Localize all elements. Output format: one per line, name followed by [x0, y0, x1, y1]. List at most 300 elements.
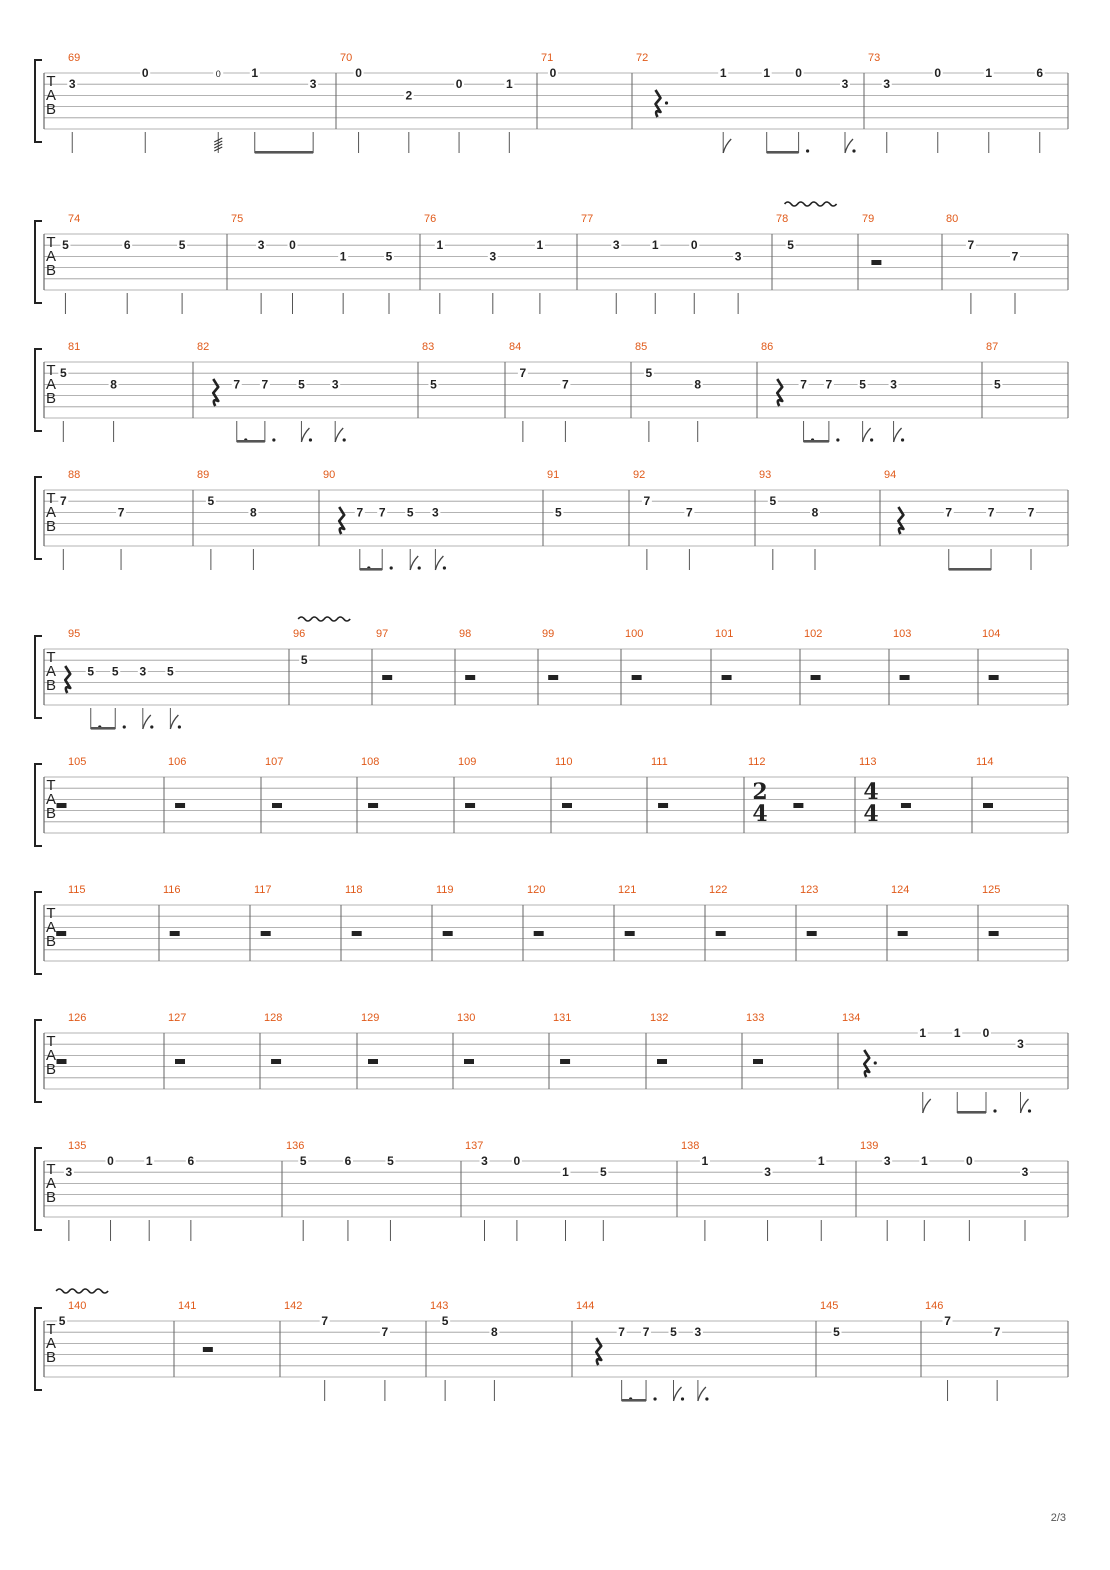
eighth-flag	[723, 139, 731, 153]
fret-number: 8	[250, 505, 257, 520]
eighth-flag	[894, 428, 902, 442]
tab-system	[35, 756, 1068, 846]
half-rest	[352, 931, 362, 936]
measure-number: 79	[862, 213, 875, 225]
eighth-flag	[410, 556, 418, 570]
measure-number: 121	[618, 884, 637, 896]
measure-number: 90	[323, 469, 336, 481]
half-rest	[170, 931, 180, 936]
half-rest	[272, 803, 282, 808]
fret-number: 6	[187, 1154, 195, 1168]
fret-number: 3	[890, 377, 897, 392]
measure-number: 122	[709, 884, 728, 896]
tab-clef-letter: A	[45, 87, 57, 104]
fret-number: 2	[405, 88, 413, 103]
half-rest	[534, 931, 544, 936]
fret-number: 7	[800, 377, 807, 392]
half-rest	[175, 803, 185, 808]
half-rest	[807, 931, 817, 936]
fret-number: 5	[87, 664, 95, 679]
fret-number: 5	[385, 249, 393, 264]
fret-number: 5	[207, 494, 215, 509]
duration-dot	[993, 1109, 996, 1112]
measure-number: 97	[376, 628, 389, 640]
note-beam	[255, 151, 313, 154]
fret-number: 7	[993, 1325, 1001, 1340]
measure-number: 96	[293, 628, 306, 640]
half-rest	[658, 803, 668, 808]
half-rest	[175, 1059, 185, 1064]
fret-number: 6	[123, 238, 131, 253]
rest-dot	[665, 101, 668, 104]
fret-number: 5	[406, 505, 414, 520]
measure-number: 104	[982, 628, 1001, 640]
vibrato-mark	[56, 1289, 108, 1293]
fret-number: 3	[612, 238, 620, 253]
fret-number: 1	[719, 66, 727, 80]
measure-number: 138	[681, 1140, 700, 1152]
measure-number: 141	[178, 1300, 197, 1312]
fret-number: 7	[378, 505, 386, 520]
half-rest	[271, 1059, 281, 1064]
eighth-flag	[923, 1099, 931, 1113]
half-rest	[793, 803, 803, 808]
measure-number: 132	[650, 1012, 669, 1024]
tab-clef-letter: T	[46, 905, 56, 922]
fret-number: 5	[178, 238, 186, 253]
tab-clef-letter: A	[45, 1047, 57, 1064]
fret-number: 5	[994, 377, 1001, 392]
quarter-rest	[777, 379, 782, 406]
duration-dot	[343, 438, 346, 441]
measure-number: 145	[820, 1300, 839, 1312]
eighth-flag	[170, 715, 178, 729]
half-rest	[898, 931, 908, 936]
note-beam	[767, 151, 799, 154]
measure-number: 119	[436, 884, 454, 896]
fret-number: 7	[967, 238, 975, 253]
measure-number: 140	[68, 1300, 87, 1312]
fret-number: 7	[261, 377, 269, 392]
tab-system	[35, 52, 1068, 154]
measure-number: 133	[746, 1012, 765, 1024]
note-beam	[360, 568, 382, 571]
measure-number: 76	[424, 213, 437, 225]
measure-number: 106	[168, 756, 187, 768]
fret-number: 3	[489, 249, 497, 264]
duration-dot	[852, 149, 855, 152]
fret-number: 1	[985, 66, 993, 80]
fret-number: 3	[68, 77, 76, 92]
time-signature-bottom: 4	[863, 801, 879, 827]
eighth-flag	[143, 715, 151, 729]
half-rest	[464, 1059, 474, 1064]
half-rest	[632, 675, 642, 680]
half-rest	[625, 931, 635, 936]
duration-dot	[653, 1397, 656, 1400]
tab-clef-letter: T	[46, 649, 56, 666]
measure-number: 94	[884, 469, 897, 481]
fret-number: 0	[455, 77, 463, 92]
fret-number: 6	[344, 1154, 352, 1168]
fret-number: 5	[859, 377, 866, 392]
eighth-flag	[863, 428, 871, 442]
duration-dot	[418, 566, 421, 569]
fret-number: 0	[966, 1154, 973, 1168]
tab-clef-letter: B	[45, 262, 57, 279]
duration-dot	[272, 438, 275, 441]
tab-clef-letter: T	[46, 490, 56, 507]
note-beam	[804, 440, 829, 443]
measure-number: 78	[776, 213, 789, 225]
measure-number: 124	[891, 884, 910, 896]
fret-number: 8	[811, 505, 819, 520]
note-beam	[622, 1399, 646, 1402]
fret-number: 7	[618, 1325, 625, 1340]
measure-number: 139	[860, 1140, 879, 1152]
tab-clef-letter: B	[45, 805, 57, 822]
fret-number: 0	[982, 1026, 990, 1040]
measure-number: 101	[715, 628, 734, 640]
eighth-flag	[335, 428, 343, 442]
note-beam	[949, 568, 991, 571]
measure-number: 72	[636, 52, 649, 64]
fret-number: 5	[58, 1314, 66, 1328]
page-number: 2/3	[1050, 1512, 1066, 1524]
system-bracket	[35, 60, 42, 142]
fret-number: 3	[309, 77, 317, 92]
measure-number: 73	[868, 52, 881, 64]
system-bracket	[35, 1308, 42, 1390]
note-beam	[91, 727, 116, 730]
time-signature-top: 2	[752, 779, 768, 805]
fret-number: 1	[651, 238, 659, 253]
fret-number: 7	[643, 494, 651, 509]
fret-number: 7	[59, 494, 67, 509]
measure-number: 82	[197, 341, 210, 353]
tab-clef-letter: B	[45, 677, 57, 694]
tab-clef-letter: T	[46, 362, 56, 379]
half-rest	[261, 931, 271, 936]
fret-number: 5	[645, 366, 653, 381]
fret-number: 0	[690, 238, 698, 253]
measure-number: 71	[541, 52, 554, 64]
measure-number: 135	[68, 1140, 87, 1152]
measure-number: 95	[68, 628, 81, 640]
half-rest	[465, 675, 475, 680]
fret-number: 7	[1011, 249, 1019, 264]
half-rest	[871, 260, 881, 265]
measure-number: 128	[264, 1012, 283, 1024]
measure-number: 93	[759, 469, 772, 481]
quarter-rest	[596, 1338, 601, 1365]
measure-number: 102	[804, 628, 823, 640]
fret-number: 5	[300, 653, 308, 668]
measure-number: 120	[527, 884, 546, 896]
fret-number: 1	[339, 249, 347, 264]
measure-number: 117	[254, 884, 272, 896]
half-rest	[548, 675, 558, 680]
fret-number: 3	[883, 77, 891, 92]
tab-clef-letter: B	[45, 1061, 57, 1078]
tab-clef-letter: A	[45, 504, 57, 521]
measure-number: 100	[625, 628, 644, 640]
fret-number: 5	[62, 238, 69, 253]
quarter-rest	[864, 1050, 869, 1077]
measure-number: 109	[458, 756, 477, 768]
fret-number: 1	[920, 1154, 928, 1168]
half-rest	[368, 1059, 378, 1064]
fret-number: 1	[251, 66, 259, 80]
measure-number: 77	[581, 213, 594, 225]
half-rest	[465, 803, 475, 808]
tab-clef-letter: B	[45, 933, 57, 950]
fret-number: 3	[139, 664, 147, 679]
measure-number: 110	[555, 756, 573, 768]
measure-number: 69	[68, 52, 81, 64]
fret-number: 5	[670, 1325, 677, 1340]
fret-number: 3	[1017, 1037, 1024, 1052]
fret-number: 5	[299, 1154, 307, 1168]
measure-number: 99	[542, 628, 555, 640]
fret-number: 3	[65, 1165, 73, 1180]
tab-clef-letter: A	[45, 376, 57, 393]
fret-number: 0	[215, 69, 221, 79]
measure-number: 113	[859, 756, 877, 768]
fret-number: 1	[505, 77, 513, 92]
fret-number: 3	[734, 249, 742, 264]
fret-number: 5	[555, 505, 562, 520]
half-rest	[983, 803, 993, 808]
duration-dot	[836, 438, 839, 441]
measure-number: 125	[982, 884, 1001, 896]
half-rest	[900, 675, 910, 680]
fret-number: 7	[825, 377, 833, 392]
fret-number: 8	[110, 377, 117, 392]
tab-clef-letter: A	[45, 248, 57, 265]
tab-system	[35, 1012, 1068, 1114]
measure-number: 127	[168, 1012, 187, 1024]
time-signature-bottom: 4	[752, 801, 768, 827]
fret-number: 0	[289, 238, 296, 253]
note-beam	[957, 1111, 986, 1114]
measure-number: 112	[748, 756, 766, 768]
half-rest	[811, 675, 821, 680]
vibrato-mark	[785, 202, 837, 206]
fret-number: 5	[387, 1154, 394, 1168]
tab-system	[35, 469, 1068, 571]
measure-number: 146	[925, 1300, 944, 1312]
tab-clef-letter: T	[46, 234, 56, 251]
measure-number: 142	[284, 1300, 303, 1312]
fret-number: 1	[536, 238, 544, 253]
tab-clef-letter: B	[45, 518, 57, 535]
eighth-flag	[1021, 1099, 1029, 1113]
fret-number: 5	[167, 664, 174, 679]
measure-number: 118	[345, 884, 363, 896]
eighth-flag	[674, 1387, 682, 1401]
fret-number: 0	[934, 66, 942, 80]
tab-clef-letter: B	[45, 390, 57, 407]
measure-number: 105	[68, 756, 87, 768]
fret-number: 1	[919, 1026, 927, 1040]
tab-system	[35, 1289, 1068, 1402]
measure-number: 81	[68, 341, 81, 353]
half-rest	[657, 1059, 667, 1064]
half-rest	[56, 931, 66, 936]
tab-clef-letter: B	[45, 1189, 57, 1206]
half-rest	[562, 803, 572, 808]
tab-system	[35, 884, 1068, 974]
system-bracket	[35, 1148, 42, 1230]
tab-clef-letter: B	[45, 1349, 57, 1366]
half-rest	[203, 1347, 213, 1352]
fret-number: 1	[953, 1026, 961, 1040]
system-bracket	[35, 636, 42, 718]
quarter-rest	[656, 90, 661, 117]
fret-number: 7	[519, 366, 527, 381]
measure-number: 86	[761, 341, 774, 353]
measure-number: 130	[457, 1012, 476, 1024]
tab-clef-letter: T	[46, 1321, 56, 1338]
half-rest	[989, 675, 999, 680]
fret-number: 5	[430, 377, 437, 392]
fret-number: 7	[321, 1314, 329, 1328]
fret-number: 6	[1036, 66, 1044, 80]
note-beam	[237, 440, 265, 443]
fret-number: 7	[1027, 505, 1035, 520]
half-rest	[716, 931, 726, 936]
fret-number: 5	[298, 377, 305, 392]
measure-number: 87	[986, 341, 999, 353]
eighth-flag	[845, 139, 853, 153]
tab-clef-letter: A	[45, 1175, 57, 1192]
fret-number: 0	[795, 66, 802, 80]
fret-number: 1	[817, 1154, 825, 1168]
tab-clef-letter: T	[46, 1033, 56, 1050]
fret-number: 3	[481, 1154, 488, 1168]
fret-number: 3	[432, 505, 439, 520]
duration-dot	[178, 725, 181, 728]
fret-number: 5	[111, 664, 119, 679]
system-bracket	[35, 349, 42, 431]
eighth-flag	[301, 428, 309, 442]
fret-number: 1	[436, 238, 444, 253]
measure-number: 74	[68, 213, 81, 225]
half-rest	[57, 803, 67, 808]
fret-number: 1	[562, 1165, 569, 1180]
duration-dot	[443, 566, 446, 569]
measure-number: 84	[509, 341, 522, 353]
measure-number: 143	[430, 1300, 449, 1312]
measure-number: 114	[976, 756, 994, 768]
measure-number: 80	[946, 213, 959, 225]
duration-dot	[1028, 1109, 1031, 1112]
duration-dot	[390, 566, 393, 569]
fret-number: 1	[145, 1154, 153, 1168]
system-bracket	[35, 221, 42, 303]
fret-number: 7	[356, 505, 364, 520]
measure-number: 70	[340, 52, 353, 64]
fret-number: 1	[763, 66, 771, 80]
measure-number: 108	[361, 756, 380, 768]
system-bracket	[35, 1020, 42, 1102]
duration-dot	[901, 438, 904, 441]
half-rest	[901, 803, 911, 808]
duration-dot	[705, 1397, 708, 1400]
fret-number: 7	[233, 377, 241, 392]
fret-number: 1	[701, 1154, 709, 1168]
measure-number: 98	[459, 628, 472, 640]
measure-number: 115	[68, 884, 86, 896]
fret-number: 5	[441, 1314, 449, 1328]
quarter-rest	[339, 507, 344, 534]
measure-number: 89	[197, 469, 210, 481]
tab-clef-letter: A	[45, 919, 57, 936]
fret-number: 0	[107, 1154, 114, 1168]
tab-system	[35, 1140, 1068, 1241]
duration-dot	[123, 725, 126, 728]
fret-number: 7	[987, 505, 995, 520]
measure-number: 75	[231, 213, 244, 225]
measure-number: 136	[286, 1140, 305, 1152]
half-rest	[722, 675, 732, 680]
fret-number: 5	[59, 366, 67, 381]
system-bracket	[35, 764, 42, 846]
fret-number: 3	[257, 238, 265, 253]
fret-number: 8	[694, 377, 702, 392]
tab-clef-letter: T	[46, 777, 56, 794]
fret-number: 5	[833, 1325, 840, 1340]
fret-number: 7	[381, 1325, 389, 1340]
duration-dot	[681, 1397, 684, 1400]
measure-number: 123	[800, 884, 819, 896]
fret-number: 3	[883, 1154, 891, 1168]
fret-number: 0	[549, 66, 557, 80]
tab-system	[35, 617, 1068, 730]
fret-number: 3	[841, 77, 849, 92]
duration-dot	[806, 149, 809, 152]
tab-clef-letter: T	[46, 1161, 56, 1178]
measure-number: 83	[422, 341, 435, 353]
tab-clef-letter: A	[45, 663, 57, 680]
fret-number: 5	[599, 1165, 607, 1180]
measure-number: 129	[361, 1012, 380, 1024]
duration-dot	[150, 725, 153, 728]
fret-number: 3	[1021, 1165, 1029, 1180]
fret-number: 0	[355, 66, 362, 80]
half-rest	[443, 931, 453, 936]
measure-number: 111	[651, 756, 668, 768]
measure-number: 116	[163, 884, 181, 896]
tab-clef-letter: A	[45, 1335, 57, 1352]
quarter-rest	[65, 666, 70, 693]
measure-number: 91	[547, 469, 560, 481]
fret-number: 5	[787, 238, 794, 253]
half-rest	[57, 1059, 67, 1064]
eighth-flag	[435, 556, 443, 570]
measure-number: 103	[893, 628, 912, 640]
measure-number: 144	[576, 1300, 595, 1312]
measure-number: 126	[68, 1012, 87, 1024]
fret-number: 7	[945, 505, 953, 520]
fret-number: 3	[764, 1165, 771, 1180]
tab-clef-letter: B	[45, 101, 57, 118]
fret-number: 7	[117, 505, 125, 520]
fret-number: 7	[944, 1314, 951, 1328]
fret-number: 0	[141, 66, 149, 80]
half-rest	[560, 1059, 570, 1064]
